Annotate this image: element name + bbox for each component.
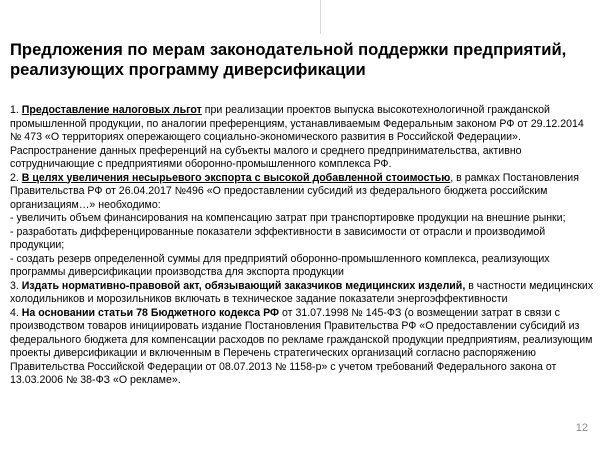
bullet-3: [10, 253, 598, 280]
proposals-body: [10, 104, 598, 388]
paragraph-4-text: от 31.07.1998 № 145-ФЗ (о возмещении затрат в связи с производством товаров инициировать издание Постановления Правительства РФ «О предоставлении субсидий из федерального бюджета для компенсации расходов по рекламе гражданской продукции предприятиям, реализующим проекты диверсификации и включенным в Перечень стратегических организаций согласно распоряжению Правительства Российской Федерации от 08.07.2013 № 1158-р» с учетом требований Федерального закона от 13.03.2006 № 38-ФЗ «О рекламе».: [10, 306, 593, 386]
paragraph-2-text: , в рамках Постановления Правительства РФ от 26.04.2017 №496 «О предоставлении субсидий из федерального бюджета российским организациям…» необходимо:: [10, 171, 579, 211]
slide-number: 12: [575, 422, 588, 434]
paragraph-1-number: 1.: [10, 104, 22, 116]
paragraph-4: [10, 307, 598, 388]
page-title: Предложения по мерам законодательной поддержки предприятий, реализующих программу диверсификации: [10, 40, 567, 79]
paragraph-1: [10, 104, 598, 172]
paragraph-3: [10, 280, 598, 307]
bullet-3-text: - создать резерв определенной суммы для предприятий оборонно-промышленного комплекса, реализующих программы диверсификации производства для экспорта продукции: [10, 252, 550, 278]
bullet-1-text: - увеличить объем финансирования на компенсацию затрат при транспортировке продукции на внешние рынки;: [10, 212, 566, 224]
medical-act-heading: Издать нормативно-правовой акт, обязывающий заказчиков медицинских изделий,: [21, 279, 466, 292]
bullet-2-text: - разработать дифференцированные показатели эффективности в зависимости от отрасли и производимой продукции;: [10, 225, 546, 251]
paragraph-2-number: 2.: [10, 171, 22, 184]
budget-code-heading: На основании статьи 78 Бюджетного кодекса РФ: [21, 306, 280, 319]
bullet-1: [10, 212, 598, 226]
top-divider: [320, 0, 321, 34]
paragraph-1-text: при реализации проектов выпуска высокотехнологичной гражданской промышленной продукции, по аналогии преференциям, устанавливаемым Федеральным законом РФ от 29.12.2014 № 473 «О территориях опережающего социально-экономического развития в Российской Федерации». Распространение данных преференций на субъекты малого и среднего предпринимательства, активно сотрудничающие с предприятиями оборонно-промышленного комплекса РФ.: [10, 104, 584, 170]
paragraph-2: [10, 172, 598, 213]
export-heading: В целях увеличения несырьевого экспорта с высокой добавленной стоимостью: [21, 171, 451, 184]
bullet-2: [10, 226, 598, 253]
tax-benefits-heading: Предоставление налоговых льгот: [21, 104, 202, 116]
paragraph-3-number: 3.: [10, 279, 22, 292]
paragraph-4-number: 4.: [10, 306, 22, 319]
paragraph-3-text: в частности медицинских холодильников и морозильников включать в техническое задание показатели энергоэффективности: [10, 279, 594, 305]
